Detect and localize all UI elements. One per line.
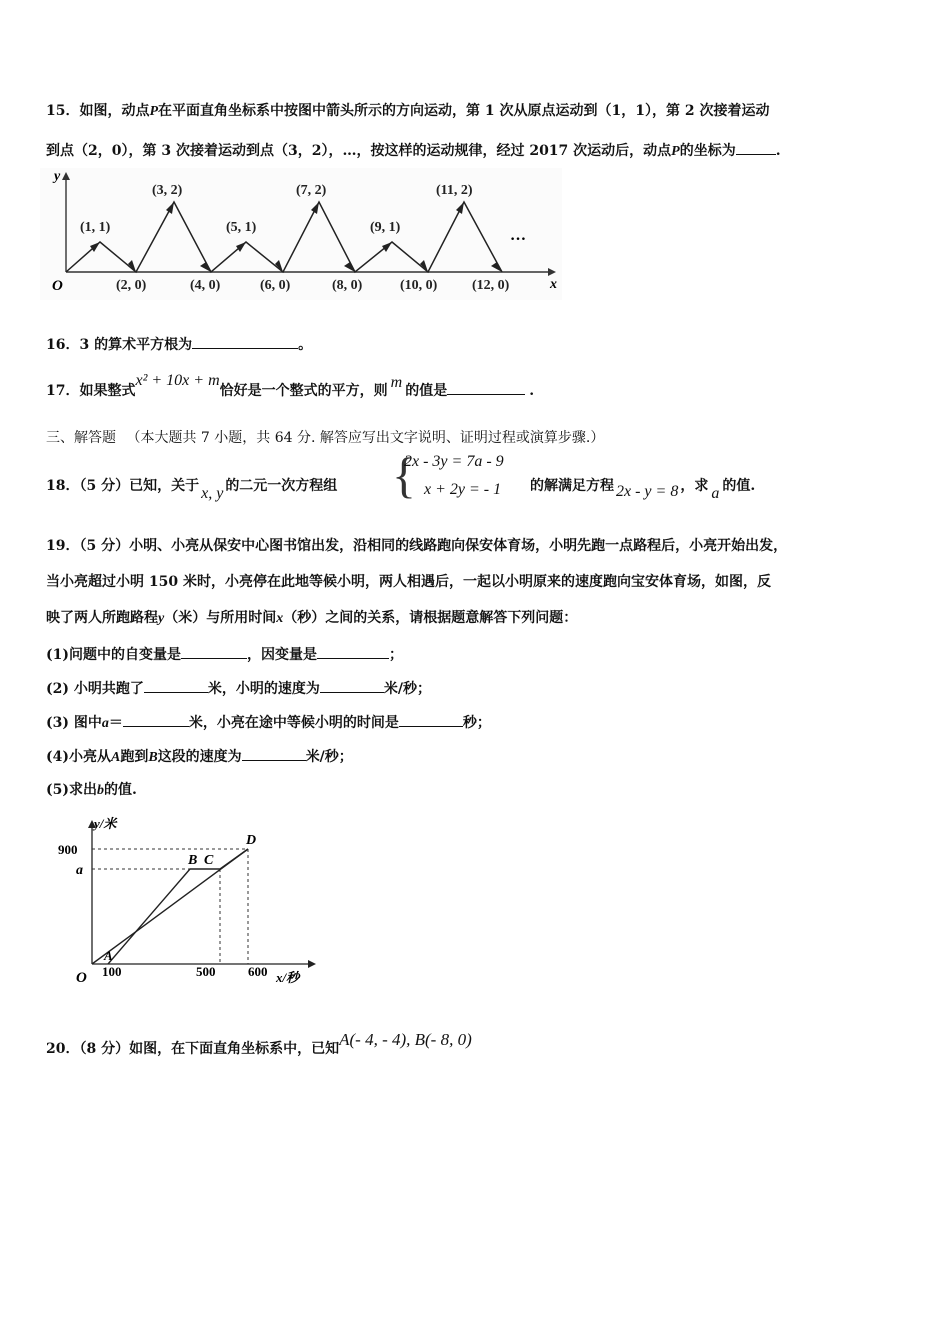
q18-text2: 的二元一次方程组: [225, 478, 338, 494]
q16: [46, 334, 312, 355]
q19-part4: [46, 746, 353, 768]
var-x: x: [276, 611, 284, 626]
origin-label: O: [76, 970, 87, 986]
period: .: [775, 143, 781, 159]
y-tick-900: 900: [58, 842, 78, 857]
equals: ＝: [108, 715, 123, 731]
answer-blank[interactable]: [192, 334, 298, 349]
q15-number: 15．如图，动点: [46, 103, 150, 119]
q15-text2: 到点（2，0），第 3 次接着运动到点（3，2），…，按这样的运动规律，经过 2017 次运动后，动点: [46, 143, 672, 159]
answer-blank[interactable]: [242, 746, 306, 761]
q18: [46, 476, 338, 502]
q18-text4: ，求: [680, 478, 709, 494]
x-axis-arrow-icon: [308, 960, 316, 968]
section-instructions: （本大题共 7 小题，共 64 分. 解答应写出文字说明、证明过程或演算步骤.）: [126, 430, 605, 446]
vars-xy: x, y: [201, 485, 224, 502]
q19-part1: [46, 644, 403, 665]
y-tick-a: a: [76, 863, 83, 878]
q15-zigzag-graph: [40, 168, 562, 300]
point-label: (11, 2): [436, 183, 473, 198]
period: .: [529, 383, 535, 399]
q19-part5: [46, 780, 137, 801]
q19-text2: （米）与所用时间: [164, 610, 277, 626]
answer-blank[interactable]: [736, 140, 776, 155]
section-title: 三、解答题: [46, 430, 116, 446]
point-label: (2, 0): [116, 278, 147, 293]
point-c-label: C: [204, 853, 214, 868]
q16-text: 16．3 的算术平方根为: [46, 337, 193, 353]
point-label: (5, 1): [226, 220, 257, 235]
var-p: P: [149, 104, 159, 119]
point-label: (12, 0): [472, 278, 510, 293]
part3-text2: 米，小亮在途中等候小明的时间是: [188, 715, 399, 731]
var-a: a: [711, 485, 720, 502]
q18-text3: 的解满足方程: [530, 478, 614, 494]
answer-blank[interactable]: [320, 678, 384, 693]
x-axis-label: x/秒: [276, 970, 300, 985]
point-a: A: [111, 750, 121, 765]
part2-text3: 米/秒；: [383, 681, 431, 697]
answer-blank[interactable]: [399, 712, 463, 727]
q18-tail: [530, 476, 756, 502]
q17-text2: 恰好是一个整式的平方，则: [219, 383, 388, 399]
q15-text3: 的坐标为: [679, 143, 736, 159]
y-axis-label: y: [54, 169, 61, 184]
x-tick-500: 500: [196, 964, 216, 979]
part3-text: (3) 图中: [46, 715, 102, 731]
var-y: y: [158, 611, 165, 626]
part4-text2: 跑到: [120, 749, 149, 765]
var-m: m: [390, 374, 403, 391]
q19-line1: 19．（5 分）小明、小亮从保安中心图书馆出发，沿相同的线路跑向保安体育场，小明先跑一点路程后，小亮开始出发，: [46, 538, 788, 554]
point-label: (3, 2): [152, 183, 183, 198]
point-label: (7, 2): [296, 183, 327, 198]
q19-distance-time-graph: [50, 814, 320, 992]
point-a-label: A: [104, 948, 113, 963]
part4-text4: 米/秒；: [305, 749, 353, 765]
part4-text3: 这段的速度为: [157, 749, 242, 765]
part5-text2: 的值.: [104, 782, 137, 798]
point-label: (8, 0): [332, 278, 363, 293]
q19-line3: [46, 608, 577, 629]
q17: [46, 372, 535, 401]
punct: ；: [389, 647, 403, 663]
part5-text: (5)求出: [46, 782, 97, 798]
equation-3: 2x - y = 8: [616, 483, 679, 500]
q17-text: 17．如果整式: [46, 383, 136, 399]
part2-text2: 米，小明的速度为: [207, 681, 320, 697]
point-label: (10, 0): [400, 278, 438, 293]
equation-1: 2x - 3y = 7a - 9: [404, 453, 504, 470]
q19-text: 映了两人所跑路程: [46, 610, 158, 626]
point-label: (4, 0): [190, 278, 221, 293]
q19-part3: [46, 712, 491, 734]
answer-blank[interactable]: [123, 712, 189, 727]
q17-expression: x² + 10x + m: [135, 372, 220, 389]
var-b: b: [97, 783, 104, 798]
part1-text: (1)问题中的自变量是: [46, 647, 181, 663]
answer-blank[interactable]: [144, 678, 208, 693]
ellipsis: …: [510, 227, 526, 244]
q18-text5: 的值.: [722, 478, 756, 494]
q19-line2: 当小亮超过小明 150 米时，小亮停在此地等候小明，两人相遇后，一起以小明原来的速度跑向宝安体育场，如图，反: [46, 574, 771, 590]
q20-text: 20．（8 分）如图，在下面直角坐标系中，已知: [46, 1041, 340, 1057]
q15-line2: [46, 140, 781, 162]
point-d-label: D: [246, 833, 257, 848]
point-label: (9, 1): [370, 220, 401, 235]
answer-blank[interactable]: [447, 380, 525, 395]
equation-2: x + 2y = - 1: [424, 481, 502, 498]
x-tick-600: 600: [248, 964, 268, 979]
var-p: P: [671, 144, 680, 159]
q15-line1: [46, 101, 770, 122]
part1-text2: ，因变量是: [247, 647, 317, 663]
answer-blank[interactable]: [181, 644, 247, 659]
part2-text: (2) 小明共跑了: [46, 681, 144, 697]
point-label: (1, 1): [80, 220, 111, 235]
point-b-label: B: [188, 853, 198, 868]
system-brace-icon: {: [392, 447, 416, 503]
q20-coordinates: A(- 4, - 4), B(- 8, 0): [339, 1030, 472, 1049]
origin-label: O: [52, 278, 63, 294]
var-a: a: [101, 716, 109, 731]
point-label: (6, 0): [260, 278, 291, 293]
part3-text3: 秒；: [462, 715, 491, 731]
point-b: B: [148, 750, 158, 765]
q19-part2: [46, 678, 431, 699]
q20: [46, 1030, 472, 1059]
q17-text3: 的值是: [405, 383, 448, 399]
punct: 。: [298, 337, 313, 353]
part4-text: (4)小亮从: [46, 749, 111, 765]
x-tick-100: 100: [102, 964, 122, 979]
q15-text: 在平面直角坐标系中按图中箭头所示的方向运动，第 1 次从原点运动到（1，1），第 2 次接着运动: [158, 103, 770, 119]
y-axis-label: y/米: [94, 816, 117, 831]
x-axis-label: x: [550, 277, 557, 292]
q18-text: 18．（5 分）已知，关于: [46, 478, 200, 494]
section-heading: [46, 428, 604, 448]
q19-text3: （秒）之间的关系，请根据题意解答下列问题：: [283, 610, 578, 626]
answer-blank[interactable]: [317, 644, 389, 659]
xiaoliang-line: [108, 849, 248, 964]
